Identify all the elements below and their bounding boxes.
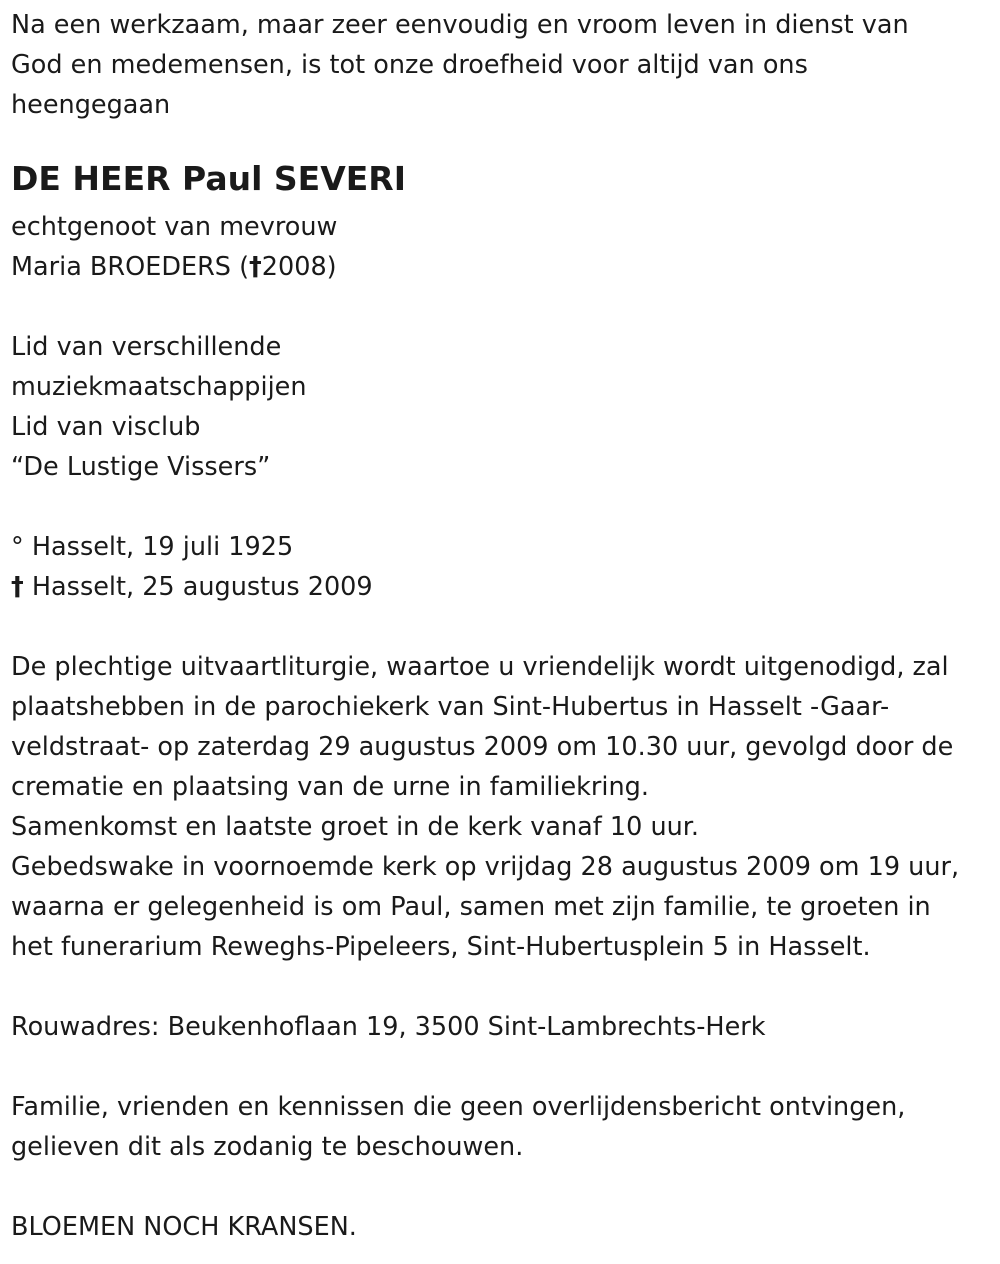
funeral-line: Gebedswake in voornoemde kerk op vrijdag 28 augustus 2009 om 19 uur, xyxy=(11,852,960,882)
spouse-name-line xyxy=(11,247,996,287)
spouse-name: Maria BROEDERS ( xyxy=(11,252,250,282)
funeral-line: De plechtige uitvaartliturgie, waartoe u vriendelijk wordt uitgenodigd, zal xyxy=(11,652,949,682)
spouse-section xyxy=(11,207,996,287)
intro-line: Na een werkzaam, maar zeer eenvoudig en vroom leven in dienst van xyxy=(11,10,909,40)
birth-line: ° Hasselt, 19 juli 1925 xyxy=(11,532,294,562)
closing-line: BLOEMEN NOCH KRANSEN. xyxy=(11,1212,357,1242)
intro-line: God en medemensen, is tot onze droefheid voor altijd van ons xyxy=(11,50,808,80)
funeral-paragraph xyxy=(11,647,996,967)
funeral-line: crematie en plaatsing van de urne in familiekring. xyxy=(11,772,649,802)
intro-paragraph xyxy=(11,5,996,125)
funeral-line: waarna er gelegenheid is om Paul, samen met zijn familie, te groeten in xyxy=(11,892,931,922)
intro-line: heengegaan xyxy=(11,90,171,120)
notice-line: Familie, vrienden en kennissen die geen overlijdensbericht ontvingen, xyxy=(11,1092,906,1122)
funeral-line: Samenkomst en laatste groet in de kerk vanaf 10 uur. xyxy=(11,812,700,842)
notice-paragraph xyxy=(11,1087,996,1167)
funeral-line: het funerarium Reweghs-Pipeleers, Sint-Hubertusplein 5 in Hasselt. xyxy=(11,932,871,962)
spouse-line: echtgenoot van mevrouw xyxy=(11,212,338,242)
death-line xyxy=(11,567,996,607)
obituary-notice xyxy=(11,5,996,1247)
dates-section xyxy=(11,527,996,607)
death-text: Hasselt, 25 augustus 2009 xyxy=(23,572,373,602)
mourning-address: Rouwadres: Beukenhoflaan 19, 3500 Sint-Lambrechts-Herk xyxy=(11,1012,766,1042)
membership-line: Lid van visclub xyxy=(11,412,201,442)
cross-icon: † xyxy=(11,572,24,602)
deceased-name: DE HEER Paul SEVERI xyxy=(11,159,406,198)
notice-line: gelieven dit als zodanig te beschouwen. xyxy=(11,1132,524,1162)
memberships-section xyxy=(11,327,996,487)
membership-line: Lid van verschillende xyxy=(11,332,282,362)
funeral-line: plaatshebben in de parochiekerk van Sint-Hubertus in Hasselt -Gaar- xyxy=(11,692,890,722)
spouse-death-year: 2008) xyxy=(261,252,337,282)
funeral-line: veldstraat- op zaterdag 29 augustus 2009 om 10.30 uur, gevolgd door de xyxy=(11,732,954,762)
membership-line: muziekmaatschappijen xyxy=(11,372,307,402)
membership-line: “De Lustige Vissers” xyxy=(11,452,271,482)
cross-icon: † xyxy=(249,252,262,282)
